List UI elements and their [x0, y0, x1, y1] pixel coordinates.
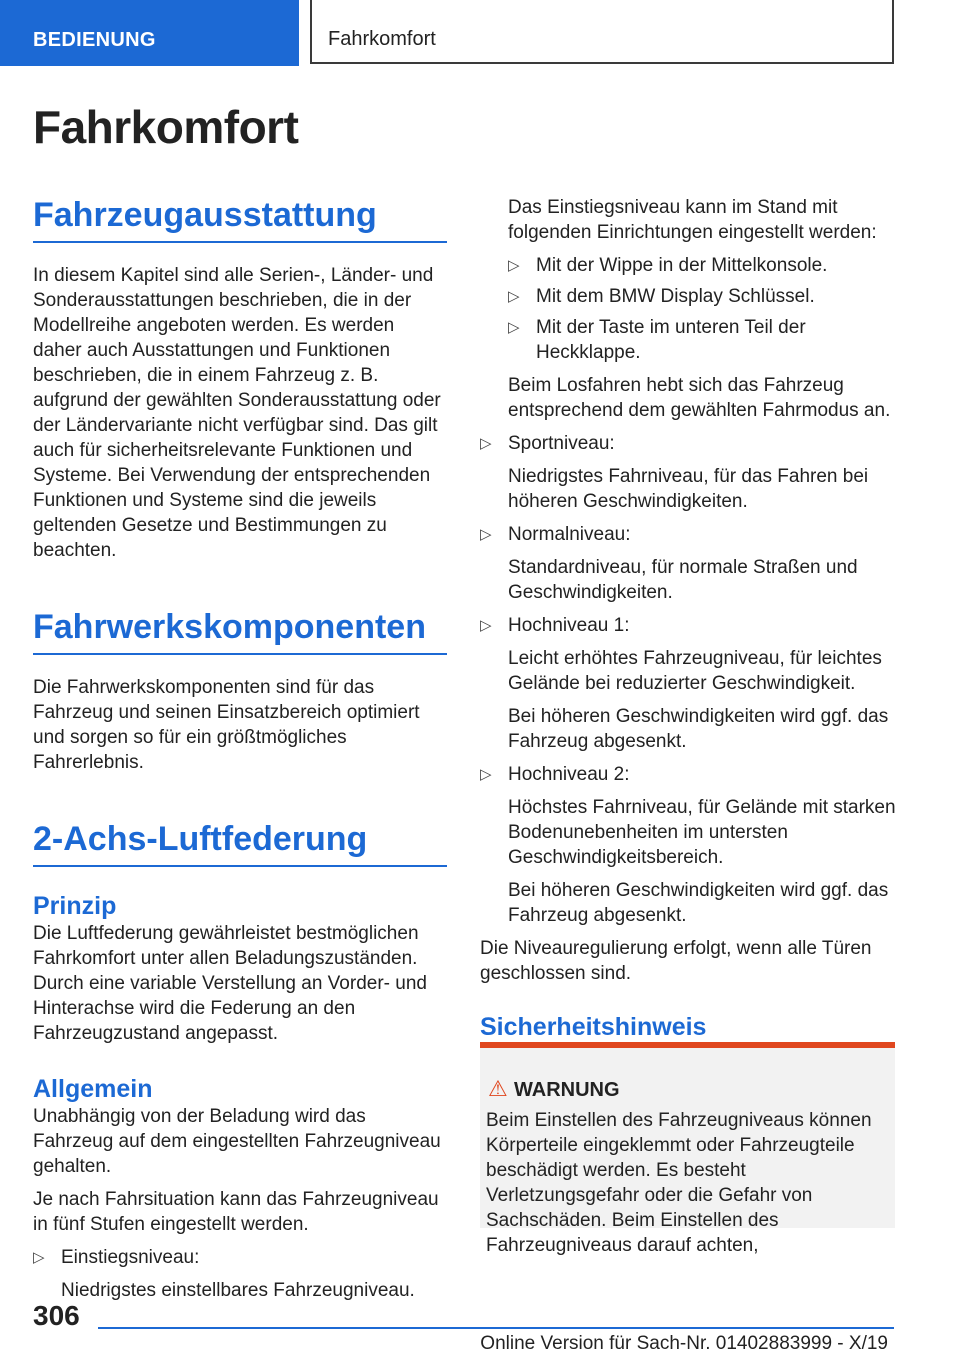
footer-divider [98, 1327, 894, 1329]
list-item-einstieg [33, 1245, 447, 1270]
triangle-bullet-icon: ▷ [33, 1249, 45, 1266]
warning-title: WARNUNG [514, 1079, 620, 1101]
section-label: BEDIENUNG [33, 29, 156, 51]
warning-text: Beim Einstellen des Fahrzeugniveaus können Körperteile eingeklemmt oder Fahrzeugteile beschädigt werden. Es besteht Verletzungsgefahr oder die Gefahr von Sachschäden. Beim Einstellen des Fahrzeugniveaus darauf achten, [486, 1110, 872, 1256]
sub-item-text: Mit dem BMW Display Schlüssel. [536, 286, 815, 307]
triangle-bullet-icon: ▷ [508, 319, 520, 336]
heading-fahrzeugausstattung: Fahrzeugausstattung [33, 195, 447, 243]
chapter-header [310, 0, 894, 64]
sub-list-item [508, 315, 896, 365]
triangle-bullet-icon: ▷ [480, 766, 492, 783]
sub-item-text: Mit der Taste im unteren Teil der Heckklappe. [536, 317, 806, 363]
list-label: Einstiegsniveau: [61, 1247, 200, 1268]
list-desc: Standardniveau, für normale Straßen und Geschwindigkeiten. [508, 557, 858, 603]
list-desc: Höchstes Fahrniveau, für Gelände mit starken Bodenunebenheiten im untersten Geschwindigkeitsbereich. [508, 797, 896, 868]
page-title: Fahrkomfort [33, 101, 299, 153]
sub-list [480, 253, 896, 365]
triangle-bullet-icon: ▷ [508, 288, 520, 305]
warning-heading [488, 1076, 620, 1102]
triangle-bullet-icon: ▷ [480, 435, 492, 452]
list-note: Bei höheren Geschwindigkeiten wird ggf. das Fahrzeug abgesenkt. [508, 880, 889, 926]
list-item-hoch1 [480, 613, 896, 638]
list-label: Hochniveau 1: [508, 615, 630, 636]
paragraph-ausstattung: In diesem Kapitel sind alle Serien-, Länder- und Sonderausstattungen beschrieben, die in der Modellreihe angeboten werden. Es werden daher auch Ausstattungen und Funktionen beschrieben, die in einem Fahrzeug z. B. aufgrund der gewählten Sonderausstattung oder der Ländervariante nicht verfügbar sind. Das gilt auch für sicherheitsrelevante Funktionen und Systeme. Bei Verwendung der entsprechenden Funktionen und Systeme sind die jeweils geltenden Gesetze und Bestimmungen zu beachten. [33, 265, 441, 561]
sub-list-item [508, 253, 896, 278]
sub-list-item [508, 284, 896, 309]
triangle-bullet-icon: ▷ [508, 257, 520, 274]
list-item-normal [480, 522, 896, 547]
warning-triangle-icon: ⚠ [488, 1076, 508, 1101]
heading-allgemein: Allgemein [33, 1075, 153, 1103]
heading-prinzip: Prinzip [33, 892, 117, 920]
left-column [33, 195, 447, 1303]
page-number: 306 [33, 1300, 80, 1331]
footer-online-version: Online Version für Sach-Nr. 01402883999 - X/19 [480, 1333, 888, 1354]
section-tab [0, 0, 299, 66]
right-column [480, 195, 896, 1042]
list-desc: Leicht erhöhtes Fahrzeugniveau, für leichtes Gelände bei reduzierter Geschwindigkeit. [508, 648, 882, 694]
heading-fahrwerkskomponenten: Fahrwerkskomponenten [33, 607, 447, 655]
triangle-bullet-icon: ▷ [480, 526, 492, 543]
paragraph-prinzip: Die Luftfederung gewährleistet bestmöglichen Fahrkomfort unter allen Beladungszuständen. Durch eine variable Verstellung an Vorder- und Hinterachse wird die Federung an den Fahrzeugzustand angepasst. [33, 923, 427, 1044]
warning-box [480, 1042, 895, 1256]
paragraph-allgemein-2: Je nach Fahrsituation kann das Fahrzeugniveau in fünf Stufen eingestellt werden. [33, 1189, 439, 1235]
heading-sicherheitshinweis: Sicherheitshinweis [480, 1013, 707, 1041]
paragraph-allgemein-1: Unabhängig von der Beladung wird das Fahrzeug auf dem eingestellten Fahrzeugniveau gehalten. [33, 1106, 441, 1177]
list-label: Hochniveau 2: [508, 764, 630, 785]
list-item-hoch2 [480, 762, 896, 787]
paragraph-losfahren: Beim Losfahren hebt sich das Fahrzeug entsprechend dem gewählten Fahrmodus an. [508, 375, 891, 421]
list-item-sport [480, 431, 896, 456]
list-label: Normalniveau: [508, 524, 631, 545]
heading-luftfederung: 2-Achs-Luftfederung [33, 819, 447, 867]
list-note: Bei höheren Geschwindigkeiten wird ggf. das Fahrzeug abgesenkt. [508, 706, 889, 752]
paragraph-regulierung: Die Niveauregulierung erfolgt, wenn alle Türen geschlossen sind. [480, 938, 872, 984]
list-label: Sportniveau: [508, 433, 615, 454]
paragraph-einstieg-info: Das Einstiegsniveau kann im Stand mit folgenden Einrichtungen eingestellt werden: [508, 197, 877, 243]
triangle-bullet-icon: ▷ [480, 617, 492, 634]
chapter-label: Fahrkomfort [328, 28, 436, 50]
paragraph-fahrwerk: Die Fahrwerkskomponenten sind für das Fahrzeug und seinen Einsatzbereich optimiert und sorgen so für ein größtmögliches Fahrerlebnis. [33, 677, 420, 773]
sub-item-text: Mit der Wippe in der Mittelkonsole. [536, 255, 828, 276]
list-desc: Niedrigstes einstellbares Fahrzeugniveau. [61, 1280, 415, 1301]
list-desc: Niedrigstes Fahrniveau, für das Fahren bei höheren Geschwindigkeiten. [508, 466, 869, 512]
